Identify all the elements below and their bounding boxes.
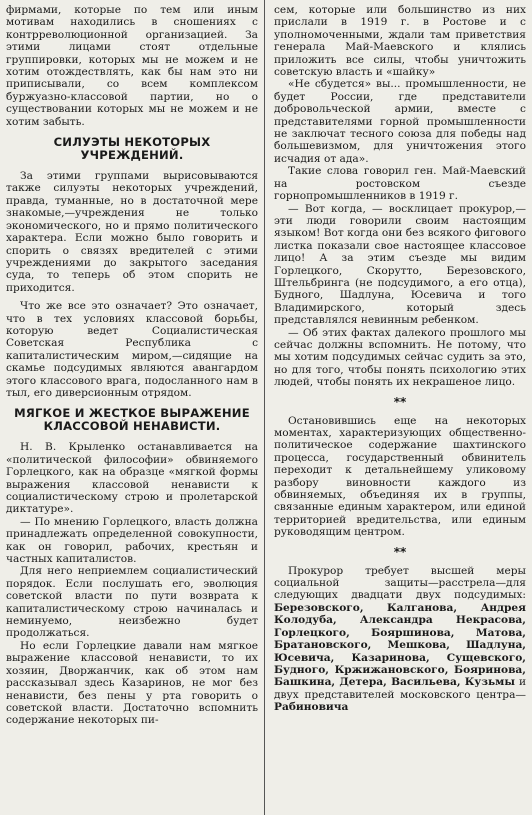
paragraph-verdict bbox=[274, 565, 526, 714]
paragraph: Н. В. Крыленко останавливается на «политической философии» обвиняемого Горлецкого, как на образце «мягкой формы выражения классовой ненависти к социалистическому строю и пролетарской диктатуре». bbox=[6, 441, 258, 516]
section-separator: ** bbox=[393, 394, 407, 409]
right-column bbox=[274, 4, 526, 714]
paragraph: — Вот когда, — восклицает прокурор,— эти люди говорили своим настоящим языком! Вот когда они без всякого фигового листка показали свое настоящее классовое лицо! А за этим съезде мы видим Горлецкого, Скорутто, Березовского, Штельбринга (не подсудимого, а его отца), Будного, Шадлуна, Юсевича и того Владимирского, который здесь представлялся невинным ребенком. bbox=[274, 202, 526, 327]
paragraph: Что же все это означает? Это означает, что в тех условиях классовой борьбы, которую ведет Социалистическая Советская Республика с капиталистическим миром,—сидящие на скамье подсудимых являются авангардом этого классового врага, подосланного нам в тыл, его диверсионным отрядом. bbox=[6, 300, 258, 399]
paragraph: Для него неприемлем социалистический порядок. Если послушать его, эволюция советской власти по пути возврата к капиталистическому строю начиналась и неминуемо, неизбежно будет продолжаться. bbox=[6, 565, 258, 640]
paragraph: Остановившись еще на некоторых моментах, характеризующих общественно-политическое содержание шахтинского процесса, государственный обвинитель переходит к детальнейшему уликовому разбору виновности каждого из обвиняемых, объединяя их в группы, связанные единым характером, или единой территорией вредительства, или единым руководящим центром. bbox=[274, 414, 526, 539]
paragraph: сем, которые или большинство из них прислали в 1919 г. в Ростове и с уполномоченными, ждали там приветствия генерала Май-Маевского и клялись приложить все силы, чтобы уничтожить советскую власть и «шайку» bbox=[274, 4, 526, 79]
column-divider bbox=[264, 0, 265, 815]
defendant-name-last: Рабиновича bbox=[274, 701, 349, 714]
paragraph: «Не сбудется» вы... промышленности, не будет России, где представители добровольческой армии, вместе с представителями горной промышленности не заключат тесного союза для победы над большевизмом, для уничтожения этого исчадия от ада». bbox=[274, 78, 526, 165]
paragraph: За этими группами вырисовываются также силуэты некоторых учреждений, правда, туманные, но в достаточной мере знакомые,—учреждения не только экономического, но и прямо политического характера. Если можно было говорить и спорить о связях вредителей с этими учреждениями до закрытого заседания суда, то теперь об этом спорить не приходится. bbox=[6, 170, 258, 294]
paragraph: — Об этих фактах далекого прошлого мы сейчас должны вспомнить. Не потому, что мы хотим подсудимых сейчас судить за это, но для того, чтобы понять психологию этих людей, чтобы понять их некрашеное лицо. bbox=[274, 326, 526, 389]
defendant-names: Березовского, Калганова, Андрея Колодуба, Александра Некрасова, Горлецкого, Бояршинова, Матова, Братановского, Мешкова, Шадлуна, Юсевича, Казаринова, Сущевского, Будного, Кржижановского, Бояринова, Башкина, Детера, Васильева, Кузьмы bbox=[274, 601, 526, 689]
paragraph: фирмами, которые по тем или иным мотивам находились в сношениях с контрреволюционной организацией. За этими лицами стоят отдельные группировки, которых мы не можем и не хотим отождествлять, как бы нам это ни приписывали, со всем комплексом буржуазно-классовой партии, но о существовании которых мы не можем и не хотим забыть. bbox=[6, 4, 258, 128]
verdict-tail: и двух представителей московского центра— bbox=[274, 676, 526, 701]
verdict-lead: Прокурор требует высшей меры социальной защиты—расстрела—для следующих двадцати двух подсудимых: bbox=[274, 564, 526, 602]
section-heading: СИЛУЭТЫ НЕКОТОРЫХ УЧРЕЖДЕНИЙ. bbox=[53, 135, 211, 163]
paragraph: Но если Горлецкие давали нам мягкое выражение классовой ненависти, то их хозяин, Дворжанчик, как об этом нам рассказывал здесь Казаринов, не мог без ненависти, без пены у рта говорить о советской власти. Достаточно вспомнить содержание некоторых пи- bbox=[6, 639, 258, 727]
section-separator: ** bbox=[393, 544, 407, 559]
paragraph: — По мнению Горлецкого, власть должна принадлежать определенной совокупности, как он говорил, рабочих, крестьян и частных капиталистов. bbox=[6, 515, 258, 566]
left-column bbox=[6, 4, 258, 727]
section-heading: МЯГКОЕ И ЖЕСТКОЕ ВЫРАЖЕНИЕ КЛАССОВОЙ НЕНАВИСТИ. bbox=[14, 406, 250, 434]
paragraph: Такие слова говорил ген. Май-Маевский на ростовском съезде горнопромышленников в 1919 г. bbox=[274, 165, 526, 203]
